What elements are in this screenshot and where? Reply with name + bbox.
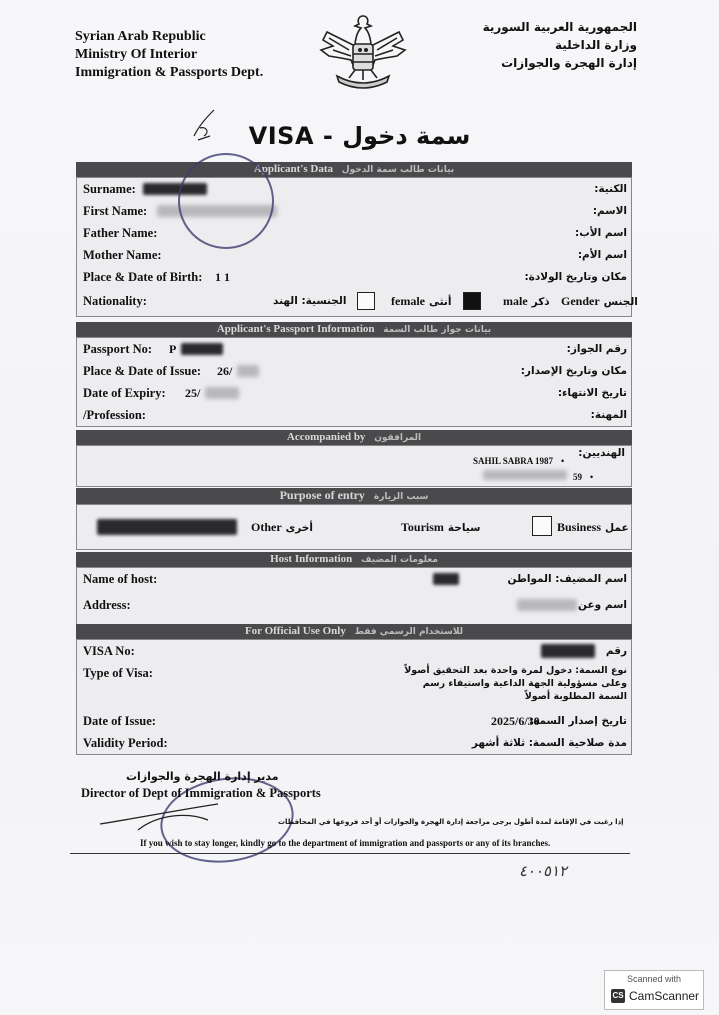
value-passport-no: P (169, 342, 177, 356)
row-surname (77, 178, 633, 200)
section-title-ar: للاستخدام الرسمي فقط (354, 627, 464, 637)
label-mother-name: Mother Name: (83, 248, 162, 262)
label-father-name: Father Name: (83, 226, 158, 240)
header-english (75, 28, 263, 82)
section-accompanied (76, 445, 632, 487)
label-issue-date-ar: تاريخ إصدار السمة: (528, 715, 627, 727)
section-band-applicant (76, 162, 632, 177)
official-stamp-icon (178, 153, 274, 249)
label-passport-no-ar: رقم الجواز: (566, 343, 627, 355)
gender-label-ar: الجنس (603, 296, 638, 308)
syrian-eagle-emblem-icon (315, 10, 411, 98)
option-other (251, 516, 313, 539)
director-title-ar: مدير إدارة الهجرة والجوازات (126, 770, 279, 783)
tourism-label: Tourism (401, 520, 444, 534)
option-business (557, 516, 629, 539)
label-host-address-ar: اسم وعن (578, 599, 627, 611)
other-label: Other (251, 520, 282, 534)
footer-divider (70, 853, 630, 854)
section-title: For Official Use Only (244, 625, 346, 637)
camscanner-text: CamScanner (629, 989, 700, 1003)
companion-item: 59 • (573, 472, 594, 482)
section-band-official (76, 624, 632, 639)
label-host-name: Name of host: (83, 572, 158, 586)
label-host-address: Address: (83, 598, 131, 612)
header-ministry: Ministry Of Interior (75, 47, 198, 62)
business-checkbox[interactable] (532, 516, 552, 536)
value-visa-type-ar: نوع السمة: دخول لمرة واحدة بعد التحقيق أصولاً وعلى مسؤولية الجهة الداعية واستيفاء رسم السمة المطلوبة أصولاً (404, 665, 627, 702)
row-issue-date (77, 710, 633, 732)
label-visa-type: Type of Visa: (83, 666, 153, 680)
row-mother-name (77, 244, 633, 266)
label-issue-date: Date of Issue: (83, 714, 156, 728)
female-label: female (391, 294, 425, 308)
label-nationality: Nationality: (83, 294, 147, 308)
header-ministry-ar: وزارة الداخلية (554, 38, 637, 52)
section-band-host (76, 552, 632, 567)
label-birth-ar: مكان وتاريخ الولادة: (524, 271, 627, 283)
extension-notice-ar: إذا رغبت في الإقامة لمدة أطول يرجى مراجعة إدارة الهجرة والجوازات أو أحد فروعها في المحافظات (278, 818, 624, 826)
label-father-name-ar: اسم الأب: (575, 227, 627, 239)
row-birth (77, 266, 633, 288)
companion-1-text: SAHIL SABRA 1987 (473, 456, 554, 466)
value-birth: 1 1 (215, 270, 230, 284)
section-title: Accompanied by (286, 431, 366, 443)
gender-label (561, 290, 638, 313)
label-host-name-ar: اسم المضيف: المواطن (507, 573, 627, 585)
header-country-ar: الجمهورية العربية السورية (482, 20, 637, 34)
row-passport-no (77, 338, 633, 360)
label-visa-no-ar: رقم (605, 645, 627, 657)
value-issue: 26/ (217, 364, 233, 378)
section-title-ar: سبب الزيارة (373, 492, 429, 502)
visa-form (76, 162, 638, 755)
section-title-ar: معلومات المضيف (361, 555, 438, 565)
accompanied-label-ar: الهنديين: (578, 447, 625, 459)
header-country: Syrian Arab Republic (75, 29, 206, 44)
row-father-name (77, 222, 633, 244)
row-expiry (77, 382, 633, 404)
row-nationality-gender (77, 290, 638, 312)
gender-label-en: Gender (561, 294, 600, 308)
business-label: Business (557, 520, 602, 534)
section-applicant (76, 177, 638, 317)
section-title: Applicant's Data (253, 163, 334, 175)
option-tourism (401, 516, 480, 539)
section-title: Host Information (270, 553, 353, 565)
section-band-passport (76, 322, 632, 337)
section-title-ar: بيانات جواز طالب السمة (383, 325, 492, 335)
male-label: male (503, 294, 528, 308)
female-label-ar: أنثى (428, 296, 452, 308)
label-validity-ar: مدة صلاحية السمة: ثلاثة أشهر (471, 737, 627, 749)
row-issue (77, 360, 633, 382)
label-visa-no: VISA No: (83, 644, 135, 658)
row-visa-no (77, 640, 633, 662)
female-checkbox[interactable] (357, 292, 375, 310)
section-title-ar: بيانات طالب سمة الدخول (341, 165, 455, 175)
section-band-accompanied (76, 430, 632, 445)
label-expiry: Date of Expiry: (83, 386, 166, 400)
other-label-ar: أخرى (285, 522, 313, 534)
row-validity (77, 732, 633, 754)
label-first-name: First Name: (83, 204, 148, 218)
section-band-purpose (76, 488, 632, 504)
header-arabic (483, 18, 637, 72)
label-nationality-ar: الجنسية: الهند (273, 295, 347, 307)
section-official (76, 639, 632, 755)
page-title: VISA - سمة دخول (248, 122, 471, 150)
director-signature-icon (98, 790, 298, 840)
section-purpose (76, 504, 632, 550)
section-passport (76, 337, 632, 427)
director-title: Director of Dept of Immigration & Passports (81, 786, 321, 800)
companion-2-text: 59 (573, 472, 582, 482)
header-department-ar: إدارة الهجرة والجوازات (501, 56, 637, 70)
option-female (391, 290, 451, 313)
value-issue-date: 2025/6/30 (491, 714, 540, 728)
label-mother-name-ar: اسم الأم: (577, 249, 627, 261)
label-profession: /Profession: (83, 408, 146, 422)
row-host-name (77, 568, 633, 590)
camscanner-logo-icon: CS (611, 989, 625, 1003)
male-label-ar: ذكر (531, 296, 550, 308)
label-first-name-ar: الاسم: (592, 205, 627, 217)
extension-notice: If you wish to stay longer, kindly go to the department of immigration and passports or any of its branches. (140, 838, 551, 848)
scanned-with-text: Scanned with (626, 974, 682, 984)
label-expiry-ar: تاريخ الانتهاء: (557, 387, 627, 399)
section-title-ar: المرافقون (374, 433, 422, 443)
male-checkbox[interactable] (463, 292, 481, 310)
label-surname-ar: الكنية: (594, 183, 627, 195)
section-host (76, 567, 632, 625)
option-male (503, 290, 550, 313)
business-label-ar: عمل (605, 522, 629, 534)
handwritten-number: ٤٠٠٥١٢ (518, 862, 570, 880)
camscanner-watermark (604, 970, 704, 1010)
label-issue-ar: مكان وتاريخ الإصدار: (520, 365, 627, 377)
companion-item: SAHIL SABRA 1987 • (473, 456, 565, 466)
row-host-address (77, 594, 633, 616)
label-issue: Place & Date of Issue: (83, 364, 202, 378)
row-first-name (77, 200, 633, 222)
label-birth: Place & Date of Birth: (83, 270, 203, 284)
label-passport-no: Passport No: (83, 342, 153, 356)
label-surname: Surname: (83, 182, 136, 196)
value-expiry: 25/ (185, 386, 201, 400)
section-title: Purpose of entry (279, 488, 365, 502)
label-profession-ar: المهنة: (590, 409, 627, 421)
row-visa-type (77, 662, 633, 712)
row-profession (77, 404, 633, 426)
header-department: Immigration & Passports Dept. (75, 65, 264, 80)
tourism-label-ar: سياحة (447, 522, 481, 534)
label-validity: Validity Period: (83, 736, 168, 750)
section-title: Applicant's Passport Information (216, 323, 375, 335)
